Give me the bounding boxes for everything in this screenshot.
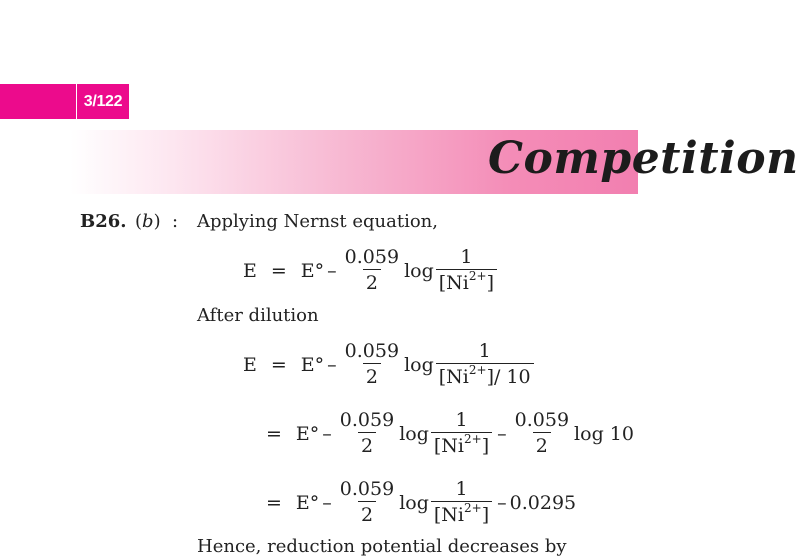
equation-3	[266, 409, 634, 458]
eq1-equals: =	[270, 259, 287, 282]
eq3-minus-2: –	[497, 422, 507, 445]
banner-title: Competition	[488, 133, 799, 184]
ni-open: [Ni	[438, 366, 469, 388]
ni-close: ]	[486, 366, 495, 388]
frac-den	[436, 363, 534, 389]
ni-charge: 2+	[468, 269, 487, 283]
option-open-paren: (	[135, 211, 143, 232]
frac-num: 0.059	[339, 478, 395, 500]
question-colon: :	[172, 211, 179, 232]
eq2-e0: E°	[300, 353, 325, 376]
frac-num: 0.059	[344, 246, 400, 268]
ni-charge: 2+	[464, 501, 482, 515]
eq3-coef-frac-2	[512, 409, 572, 458]
frac-den: 2	[363, 269, 381, 295]
page-number: 3/122	[77, 84, 129, 119]
frac-num: 1	[460, 246, 473, 268]
eq3-minus: –	[322, 422, 332, 445]
frac-den	[431, 501, 492, 527]
eq3-e0: E°	[295, 422, 320, 445]
frac-num: 1	[455, 478, 468, 500]
after-dilution-text: After dilution	[197, 305, 319, 326]
answer-option	[135, 211, 161, 232]
eq4-minus-2: –	[497, 491, 507, 514]
eq1-coef-frac	[342, 246, 402, 295]
eq3-log10: log 10	[574, 422, 634, 445]
div-ten: / 10	[494, 366, 531, 388]
ni-open: [Ni	[433, 504, 465, 526]
eq2-coef-frac	[342, 340, 402, 389]
competition-banner	[70, 130, 799, 194]
eq4-result-const: 0.0295	[509, 491, 577, 514]
conclusion-text: Hence, reduction potential decreases by	[197, 536, 567, 557]
eq4-minus: –	[322, 491, 332, 514]
eq2-equals: =	[270, 353, 287, 376]
eq3-equals: =	[266, 422, 282, 445]
eq2-lhs: E	[243, 353, 257, 376]
option-close-paren: )	[153, 211, 161, 232]
page-marker-bar	[0, 84, 76, 119]
eq4-log: log	[399, 491, 429, 514]
frac-num: 0.059	[344, 340, 400, 362]
ni-close: ]	[481, 435, 490, 457]
eq2-log-frac	[436, 340, 534, 389]
frac-num: 0.059	[514, 409, 570, 431]
equation-2	[243, 340, 536, 389]
option-letter: b	[142, 211, 154, 232]
eq2-log: log	[404, 353, 434, 376]
frac-den	[436, 269, 497, 295]
eq1-minus: –	[327, 259, 337, 282]
eq1-e0: E°	[300, 259, 325, 282]
eq4-equals: =	[266, 491, 282, 514]
question-label: B26.	[80, 211, 127, 232]
eq3-log: log	[399, 422, 429, 445]
ni-close: ]	[486, 272, 495, 294]
frac-den: 2	[358, 432, 376, 458]
frac-num: 1	[455, 409, 468, 431]
eq4-coef-frac	[337, 478, 397, 527]
frac-num: 1	[478, 340, 491, 362]
eq3-coef-frac	[337, 409, 397, 458]
equation-4	[266, 478, 576, 527]
frac-den	[431, 432, 492, 458]
frac-den: 2	[363, 363, 381, 389]
frac-num: 0.059	[339, 409, 395, 431]
intro-text: Applying Nernst equation,	[197, 211, 438, 232]
eq4-log-frac	[431, 478, 492, 527]
eq3-log-frac	[431, 409, 492, 458]
frac-den: 2	[533, 432, 551, 458]
ni-open: [Ni	[438, 272, 469, 294]
eq1-log-frac	[436, 246, 497, 295]
eq1-log: log	[404, 259, 434, 282]
ni-charge: 2+	[464, 432, 482, 446]
eq4-e0: E°	[295, 491, 320, 514]
eq2-minus: –	[327, 353, 337, 376]
ni-close: ]	[481, 504, 490, 526]
eq1-lhs: E	[243, 259, 257, 282]
ni-open: [Ni	[433, 435, 465, 457]
ni-charge: 2+	[468, 363, 487, 377]
equation-1	[243, 246, 499, 295]
frac-den: 2	[358, 501, 376, 527]
